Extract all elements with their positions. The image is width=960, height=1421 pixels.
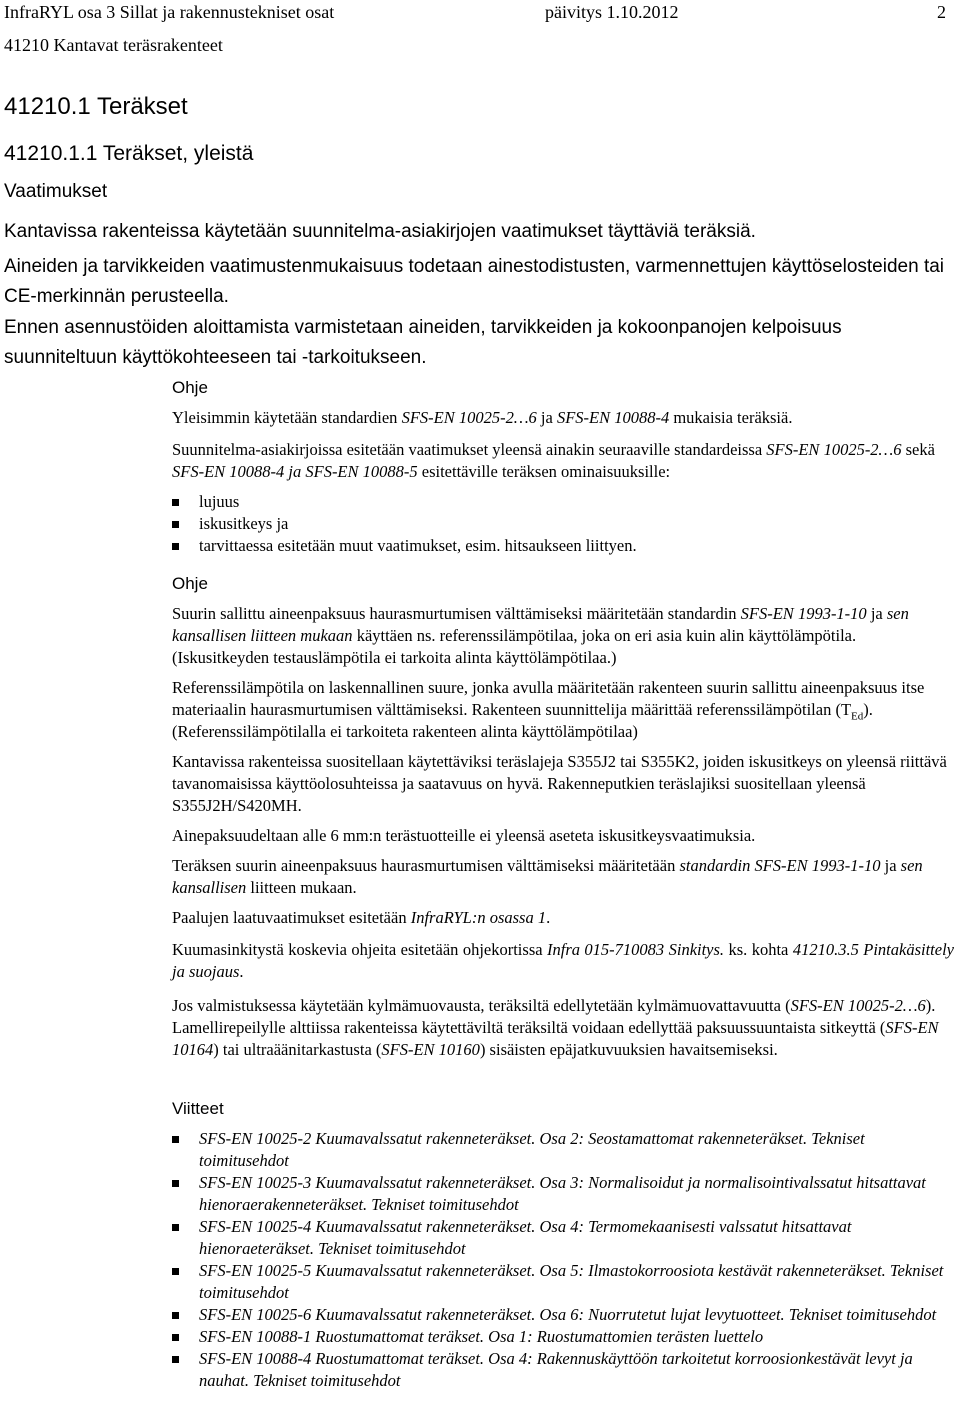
- paragraph: Yleisimmin käytetään standardien SFS-EN 10025-2…6 ja SFS-EN 10088-4 mukaisia teräksiä.: [172, 408, 793, 427]
- paragraph: Kantavissa rakenteissa suositellaan käytettäviksi teräslajeja S355J2 tai S355K2, joiden iskusitkeys on yleensä riittävä tavanomaisissa käyttöolosuhteissa ja saatavuus on hyvä. Rakenneputkien teräslajiksi suositellaan yleensä S355J2H/S420MH.: [172, 752, 947, 815]
- reference-item: SFS-EN 10025-3 Kuumavalssatut rakenneteräkset. Osa 3: Normalisoidut ja normalisointivalssatut hitsattavat hienoraerakenneteräkset. Tekniset toimitusehdot: [172, 1172, 954, 1216]
- ohje-section-1: [172, 377, 954, 557]
- list-item: iskusitkeys ja: [172, 513, 954, 535]
- paragraph: Referenssilämpötila on laskennallinen suure, jonka avulla määritetään rakenteen suurin sallittu aineenpaksuus itse materiaalin haurasmurtumisen välttämiseksi. Rakenteen suunnittelija määrittää referenssilämpötilan $(T_{Ed})$. (Referenssilämpötilalla ei tarkoiteta rakenteen alinta käyttölämpötilaa): [172, 678, 925, 741]
- heading-1: 41210.1 Teräkset: [4, 93, 188, 120]
- reference-list: [172, 1128, 954, 1392]
- paragraph: Kantavissa rakenteissa käytetään suunnitelma-asiakirjojen vaatimukset täyttäviä teräksiä.: [4, 221, 756, 242]
- header-document-title: InfraRYL osa 3 Sillat ja rakennustekniset osat: [4, 2, 335, 22]
- reference-item: SFS-EN 10025-2 Kuumavalssatut rakenneteräkset. Osa 2: Seostamattomat rakenneteräkset. Tekniset toimitusehdot: [172, 1128, 954, 1172]
- list-item: lujuus: [172, 491, 954, 513]
- header-section: 41210 Kantavat teräsrakenteet: [4, 35, 223, 55]
- ohje-label: Ohje: [172, 574, 208, 593]
- reference-item: SFS-EN 10025-5 Kuumavalssatut rakenneteräkset. Osa 5: Ilmastokorroosiota kestävät rakenneteräkset. Tekniset toimitusehdot: [172, 1260, 954, 1304]
- paragraph: Suurin sallittu aineenpaksuus haurasmurtumisen välttämiseksi määritetään standardin SFS-EN 1993-1-10 ja sen kansallisen liitteen mukaan käyttäen ns. referenssilämpötilaa, joka on eri asia kuin alin käyttölämpötila. (Iskusitkeyden testauslämpötila ei tarkoita alinta käyttölämpötilaa.): [172, 604, 909, 667]
- reference-item: SFS-EN 10088-4 Ruostumattomat teräkset. Osa 4: Rakennuskäyttöön tarkoitetut korroosionkestävät levyt ja nauhat. Tekniset toimitusehdot: [172, 1348, 954, 1392]
- property-list: [172, 491, 954, 557]
- reference-item: SFS-EN 10025-6 Kuumavalssatut rakenneteräkset. Osa 6: Nuorrutetut lujat levytuotteet. Tekniset toimitusehdot: [172, 1304, 954, 1326]
- heading-2: 41210.1.1 Teräkset, yleistä: [4, 142, 254, 165]
- paragraph: Teräksen suurin aineenpaksuus haurasmurtumisen välttämiseksi määritetään standardin SFS-EN 1993-1-10 ja sen kansallisen liitteen mukaan.: [172, 856, 923, 897]
- ohje-section-2: [172, 573, 954, 1061]
- reference-item: SFS-EN 10025-4 Kuumavalssatut rakenneteräkset. Osa 4: Termomekaanisesti valssatut hitsattavat hienoraeteräkset. Tekniset toimitusehdot: [172, 1216, 954, 1260]
- reference-item: SFS-EN 10088-1 Ruostumattomat teräkset. Osa 1: Ruostumattomien terästen luettelo: [172, 1326, 954, 1348]
- paragraph: Ainepaksuudeltaan alle 6 mm:n terästuotteille ei yleensä aseteta iskusitkeysvaatimuksia.: [172, 826, 756, 845]
- header-page-number: 2: [937, 2, 946, 22]
- paragraph: Aineiden ja tarvikkeiden vaatimustenmukaisuus todetaan ainestodistusten, varmennettujen käyttöselosteiden tai CE-merkinnän perusteella.: [4, 256, 945, 307]
- viitteet-section: [172, 1098, 954, 1392]
- header-date: päivitys 1.10.2012: [545, 2, 679, 22]
- paragraph: Jos valmistuksessa käytetään kylmämuovausta, teräksiltä edellytetään kylmämuovattavuutta (SFS-EN 10025-2…6). Lamellirepeilylle alttiissa rakenteissa käytettäviltä teräksiltä voidaan edellyttää paksuussuuntaista sitkeyttä (SFS-EN 10164) tai ultraäänitarkastusta (SFS-EN 10160) sisäisten epäjatkuvuuksien havaitsemiseksi.: [172, 996, 939, 1059]
- list-item: tarvittaessa esitetään muut vaatimukset, esim. hitsaukseen liittyen.: [172, 535, 954, 557]
- paragraph: Paalujen laatuvaatimukset esitetään InfraRYL:n osassa 1.: [172, 908, 551, 927]
- heading-3: Vaatimukset: [4, 181, 108, 202]
- paragraph: Suunnitelma-asiakirjoissa esitetään vaatimukset yleensä ainakin seuraaville standardeissa SFS-EN 10025-2…6 sekä SFS-EN 10088-4 ja SFS-EN 10088-5 esitettäville teräksen ominaisuuksille:: [172, 440, 935, 481]
- ohje-label: Ohje: [172, 378, 208, 397]
- paragraph: Kuumasinkitystä koskevia ohjeita esitetään ohjekortissa Infra 015-710083 Sinkitys. ks. kohta 41210.3.5 Pintakäsittely ja suojaus.: [172, 940, 954, 981]
- paragraph: Ennen asennustöiden aloittamista varmistetaan aineiden, tarvikkeiden ja kokoonpanojen kelpoisuus suunniteltuun käyttökohteeseen tai -tarkoitukseen.: [4, 317, 842, 368]
- viitteet-label: Viitteet: [172, 1099, 224, 1118]
